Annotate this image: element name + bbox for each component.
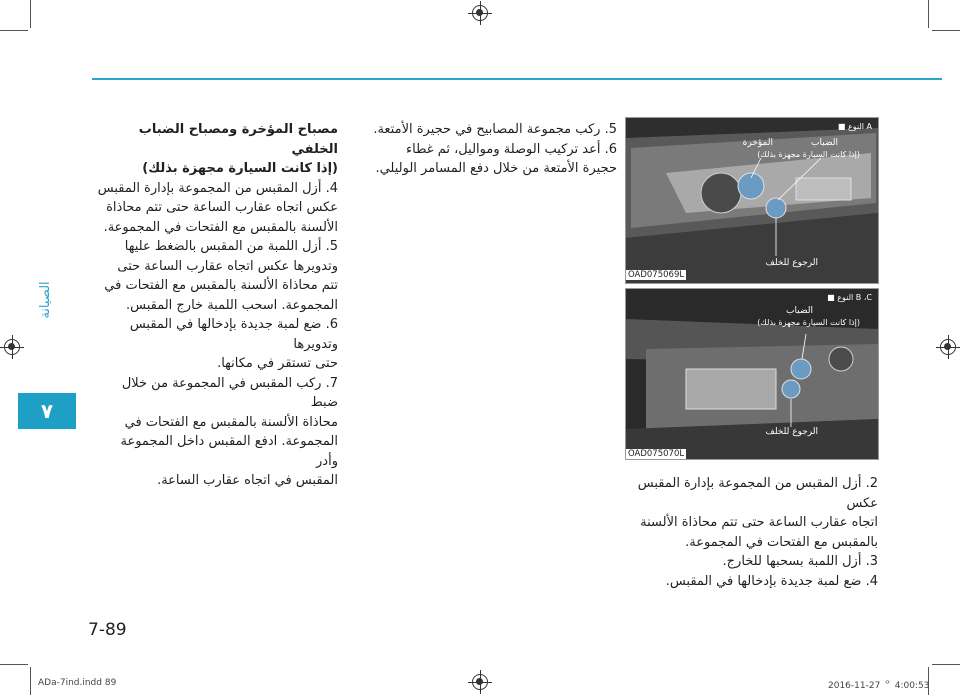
figure-type-a	[625, 117, 879, 284]
registration-mark-icon	[472, 5, 488, 21]
crop-mark	[932, 664, 960, 665]
step-line: 4. ضع لمبة جديدة بإدخالها في المقبس.	[665, 573, 878, 589]
figure-caption: ■ النوع B ،C	[827, 293, 872, 302]
figure-code: OAD075070L	[628, 449, 685, 459]
crop-mark	[0, 30, 28, 31]
paragraph-line: 7. ركب المقبس في المجموعة من خلال ضبط	[121, 375, 338, 410]
callout-reverse-lamp: الرجوع للخلف	[765, 258, 818, 268]
figure-type-bc	[625, 288, 879, 460]
callout-tail-lamp: المؤخرة	[742, 138, 773, 148]
step-line: اتجاه عقارب الساعة حتى تتم محاذاة الألسنة	[640, 515, 878, 530]
paragraph-line: عكس اتجاه عقارب الساعة حتى تتم محاذاة	[106, 200, 338, 215]
callout-fog-note: (إذا كانت السيارة مجهزة بذلك)	[757, 318, 860, 327]
section-subheading: (إذا كانت السيارة مجهزة بذلك)	[142, 161, 338, 176]
paragraph-line: محاذاة الألسنة بالمقبس مع الفتحات في	[124, 414, 338, 430]
paragraph-line: المجموعة. ادفع المقبس داخل المجموعة وأدر	[120, 434, 338, 469]
registration-mark-icon	[472, 674, 488, 690]
middle-column-steps	[372, 120, 617, 179]
paragraph-line: وتدويرها عكس اتجاه عقارب الساعة حتى	[117, 258, 338, 274]
paragraph-line: 4. أزل المقبس من المجموعة بإدارة المقبس	[97, 180, 338, 196]
section-heading: مصباح المؤخرة ومصباح الضباب الخلفي	[138, 122, 338, 157]
paragraph-line: 6. ضع لمبة جديدة بإدخالها في المقبس وتدويرها	[129, 317, 338, 352]
crop-mark	[30, 0, 31, 28]
crop-mark	[0, 664, 28, 665]
step-line: بالمقبس مع الفتحات في المجموعة.	[685, 534, 878, 550]
step-line: 6. أعد تركيب الوصلة ومواليل، ثم غطاء	[406, 141, 617, 157]
step-line: حجيرة الأمتعة من خلال دفع المسامر الوليلي.	[375, 161, 617, 176]
crop-mark	[932, 30, 960, 31]
step-line: 5. ركب مجموعة المصابيح في حجيرة الأمتعة.	[373, 122, 617, 137]
paragraph-line: الألسنة بالمقبس مع الفتحات في المجموعة.	[103, 219, 338, 235]
callout-fog-lamp: الضباب	[811, 138, 838, 148]
step-line: 2. أزل المقبس من المجموعة بإدارة المقبس عكس	[637, 476, 878, 511]
paragraph-line: حتى تستقر في مكانها.	[217, 356, 338, 371]
callout-reverse-lamp: الرجوع للخلف	[765, 427, 818, 437]
paragraph-line: تتم محاذاة الألسنة بالمقبس مع الفتحات في	[104, 278, 338, 293]
left-column	[95, 120, 338, 491]
crop-mark	[30, 667, 31, 695]
section-side-label: الصيانة	[38, 281, 53, 319]
right-column-steps	[620, 474, 878, 591]
crop-mark	[928, 0, 929, 28]
header-rule	[92, 78, 942, 80]
figure-code: OAD075069L	[628, 270, 685, 280]
paragraph-line: 5. أزل اللمبة من المقبس بالضغط عليها	[124, 239, 338, 254]
callout-fog-lamp: الضباب	[786, 306, 813, 316]
step-line: 3. أزل اللمبة بسحبها للخارج.	[722, 554, 878, 569]
page-number: 7-89	[88, 620, 127, 640]
chapter-number-badge: ٧	[18, 393, 76, 429]
registration-mark-icon	[940, 339, 956, 355]
lamp-illustration	[626, 289, 878, 459]
footer-timestamp: 2016-11-27 ᄋ 4:00:53	[828, 681, 930, 691]
callout-fog-note: (إذا كانت السيارة مجهزة بذلك)	[757, 150, 860, 159]
paragraph-line: المقبس في اتجاه عقارب الساعة.	[157, 473, 338, 488]
footer-file: ADa-7ind.indd 89	[38, 678, 117, 688]
paragraph-line: المجموعة. اسحب اللمبة خارج المقبس.	[125, 297, 338, 313]
figure-caption: ■ النوع A	[837, 122, 872, 131]
registration-mark-icon	[4, 339, 20, 355]
